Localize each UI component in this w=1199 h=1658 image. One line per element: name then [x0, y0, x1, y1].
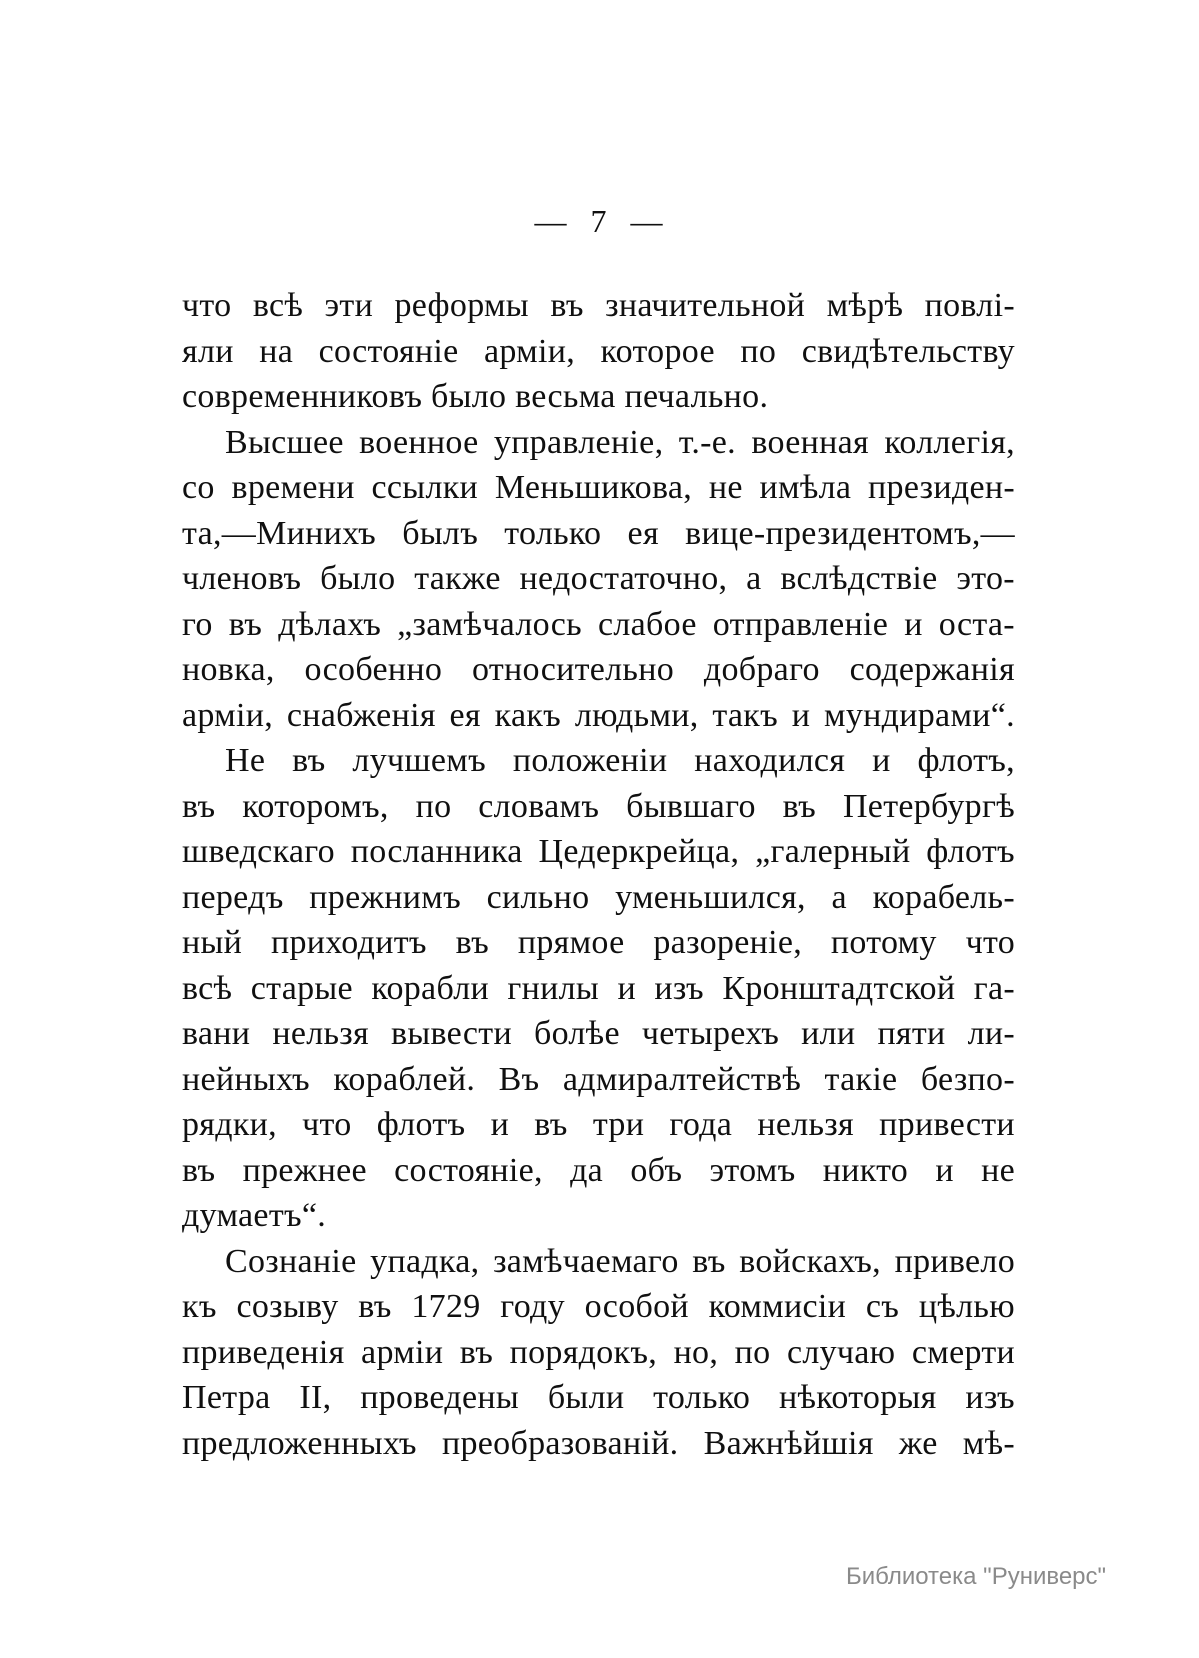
word: войскахъ, [739, 1242, 881, 1280]
word: въ [182, 1151, 216, 1189]
word: президен- [868, 469, 1015, 506]
word: та,—Минихъ [182, 514, 376, 552]
word: по [415, 787, 452, 825]
word: въ [459, 1333, 494, 1371]
word: это- [956, 560, 1015, 597]
text-line [182, 1421, 1015, 1467]
word: особой [584, 1288, 689, 1325]
word: приходитъ [271, 924, 427, 961]
word: новка, [182, 651, 275, 688]
word: нѣкоторыя [779, 1379, 937, 1416]
word: случаю [786, 1333, 896, 1371]
word: положеніи [512, 742, 668, 779]
word: военное [359, 423, 479, 461]
word: ея [627, 514, 659, 552]
paragraph [182, 1239, 1015, 1467]
word: изъ [965, 1379, 1015, 1416]
text-line [182, 966, 1015, 1012]
word: пяти [877, 1015, 946, 1052]
word: Цедеркрейца, [538, 833, 740, 870]
text-line [182, 420, 1015, 466]
text-line [182, 1148, 1015, 1194]
word: мѣ- [962, 1424, 1015, 1462]
word: особенно [304, 651, 443, 688]
word: созыву [236, 1288, 339, 1325]
word: арміи, [182, 696, 274, 734]
word: три [592, 1106, 645, 1143]
word: гнилы [507, 969, 600, 1007]
word: военная [751, 423, 869, 461]
word: га- [973, 969, 1015, 1007]
word: свидѣтельству [801, 332, 1015, 370]
word: 1729 [411, 1288, 481, 1325]
word: объ [630, 1151, 683, 1189]
word: а [746, 560, 762, 597]
word: четырехъ [641, 1015, 780, 1052]
word: которое [600, 332, 715, 370]
word: вице-президентомъ,— [685, 514, 1015, 552]
word: же [898, 1424, 938, 1462]
word: и [872, 742, 891, 779]
word: реформы [394, 287, 529, 324]
word: прежнее [242, 1151, 367, 1189]
word: яли [182, 332, 234, 370]
word: прямое [517, 924, 625, 961]
word: такіе [824, 1060, 898, 1098]
word: Не [225, 742, 266, 779]
text-line [182, 329, 1015, 375]
word: или [801, 1015, 856, 1052]
word: уменьшился, [615, 878, 806, 916]
text-line [182, 1330, 1015, 1376]
text-line [182, 875, 1015, 921]
word: что [302, 1106, 352, 1143]
word: этомъ [709, 1151, 796, 1189]
text-line [182, 283, 1015, 329]
word: было [320, 560, 396, 597]
word: коммисіи [708, 1288, 847, 1325]
word: содержанія [849, 651, 1015, 688]
word: Въ [498, 1060, 540, 1098]
word: болѣе [533, 1015, 620, 1052]
word: передъ [182, 878, 284, 916]
word: Важнѣйшія [703, 1424, 874, 1462]
word: „галерный [755, 833, 911, 870]
word: времени [231, 469, 355, 506]
page-number: — 7 — [534, 203, 663, 239]
word: всѣ [252, 287, 304, 324]
text-line [182, 556, 1015, 602]
word: корабель- [872, 878, 1015, 916]
word: вслѣдствіе [780, 560, 938, 597]
word: находился [694, 742, 846, 779]
word: со [182, 469, 215, 506]
word: а [831, 878, 847, 916]
word: ея [449, 696, 481, 734]
word: порядокъ, [509, 1333, 658, 1371]
word: добраго [703, 651, 820, 688]
word: повлі- [924, 287, 1015, 324]
word: никто [822, 1151, 909, 1189]
word: которомъ, [242, 787, 389, 825]
word: арміи [361, 1333, 444, 1371]
word: Кронштадтской [722, 969, 956, 1007]
text-line [182, 738, 1015, 784]
paragraph [182, 283, 1015, 420]
text-block [182, 283, 1015, 1466]
word: состояніе, [394, 1151, 543, 1189]
word: снабженія [286, 696, 436, 734]
word: флотъ [926, 833, 1015, 870]
word: Высшее [225, 423, 344, 461]
word: эти [324, 287, 374, 324]
word: бывшаго [626, 787, 756, 825]
word: людьми, [574, 696, 699, 734]
word: смерти [911, 1333, 1015, 1371]
word: въ [692, 1242, 726, 1280]
word: по [740, 332, 777, 370]
word: не [708, 469, 743, 506]
word: прежнимъ [309, 878, 461, 916]
word: какъ [494, 696, 562, 734]
word: не [981, 1151, 1015, 1189]
word: цѣлью [918, 1288, 1015, 1325]
word: ный [182, 924, 243, 961]
word: кораблей. [333, 1060, 476, 1098]
word: привело [894, 1242, 1015, 1280]
word: вывести [391, 1015, 512, 1052]
word: дѣлахъ [278, 605, 382, 643]
word: въ [782, 787, 817, 825]
word: году [500, 1288, 565, 1325]
word: привести [879, 1106, 1015, 1143]
text-line [182, 511, 1015, 557]
word: такъ [712, 696, 779, 734]
word: нельзя [272, 1015, 369, 1052]
word: II, [299, 1379, 332, 1416]
word: шведскаго [182, 833, 335, 870]
word: Сознаніе [225, 1242, 357, 1280]
word: въ [455, 924, 489, 961]
word: лучшемъ [352, 742, 486, 779]
word: замѣчаемаго [493, 1242, 679, 1280]
word: старые [250, 969, 353, 1007]
word: въ [182, 787, 216, 825]
word: къ [182, 1288, 217, 1325]
word: недостаточно, [519, 560, 728, 597]
word: сильно [486, 878, 590, 916]
text-line [182, 920, 1015, 966]
word: флотъ [376, 1106, 466, 1143]
word: по [734, 1333, 771, 1371]
word: т.-е. [678, 423, 736, 461]
word: арміи, [483, 332, 576, 370]
word: и [904, 605, 923, 643]
word: да [570, 1151, 604, 1189]
word: былъ [402, 514, 479, 552]
word: на [259, 332, 294, 370]
word: имѣла [759, 469, 852, 506]
word: отправленіе [712, 605, 889, 643]
word: съ [865, 1288, 900, 1325]
word: ссылки [371, 469, 479, 506]
text-line [182, 1375, 1015, 1421]
word: и [935, 1151, 954, 1189]
text-line [182, 1102, 1015, 1148]
word: членовъ [182, 560, 302, 597]
word: „замѣчалось [397, 605, 582, 643]
text-line [182, 1011, 1015, 1057]
word: относительно [472, 651, 675, 688]
word: упадка, [370, 1242, 480, 1280]
word: мѣрѣ [826, 287, 904, 324]
word: словамъ [478, 787, 600, 825]
text-line [182, 1284, 1015, 1330]
word: посланника [350, 833, 523, 870]
text-line: думаетъ“. [182, 1197, 327, 1234]
word: и [490, 1106, 510, 1143]
word: значительной [605, 287, 806, 324]
word: нельзя [757, 1106, 854, 1143]
word: и [617, 969, 636, 1007]
word: Меньшикова, [494, 469, 693, 506]
word: мундирами“. [824, 696, 1015, 734]
text-line [182, 1239, 1015, 1285]
word: въ [292, 742, 326, 779]
word: проведены [360, 1379, 520, 1416]
text-line [182, 465, 1015, 511]
word: потому [830, 924, 937, 961]
word: года [669, 1106, 733, 1143]
word: только [504, 514, 602, 552]
word: и [791, 696, 811, 734]
word: всѣ [182, 969, 233, 1007]
word: оста- [938, 605, 1015, 643]
word: но, [673, 1333, 719, 1371]
word: въ [534, 1106, 568, 1143]
word: приведенія [182, 1333, 345, 1371]
word: изъ [654, 969, 704, 1007]
word: ли- [967, 1015, 1015, 1052]
text-line [182, 693, 1015, 739]
text-line [182, 602, 1015, 648]
paragraph [182, 738, 1015, 1239]
word: въ [550, 287, 584, 324]
word: безпо- [920, 1060, 1015, 1098]
word: предложенныхъ [182, 1424, 417, 1462]
word: коллегія, [884, 423, 1015, 461]
word: также [414, 560, 501, 597]
text-line [182, 784, 1015, 830]
word: корабли [371, 969, 489, 1007]
word: слабое [597, 605, 697, 643]
word: флотъ, [917, 742, 1015, 779]
text-line: современниковъ было весьма печально. [182, 378, 769, 415]
word: преобразованій. [441, 1424, 679, 1462]
paragraph [182, 420, 1015, 739]
word: рядки, [182, 1106, 277, 1143]
word: были [547, 1379, 625, 1416]
word: разореніе, [653, 924, 803, 961]
text-line [182, 1057, 1015, 1103]
word: что [182, 287, 232, 324]
word: вани [182, 1015, 251, 1052]
word: только [653, 1379, 751, 1416]
word: въ [358, 1288, 392, 1325]
word: состояніе [318, 332, 459, 370]
word: Петра [182, 1379, 271, 1416]
word: адмиралтействѣ [562, 1060, 802, 1098]
word: нейныхъ [182, 1060, 310, 1098]
text-line [182, 647, 1015, 693]
word: что [965, 924, 1015, 961]
watermark: Библиотека "Руниверс" [846, 1563, 1107, 1590]
word: въ [228, 605, 263, 643]
word: управленіе, [493, 423, 664, 461]
text-line [182, 829, 1015, 875]
word: Петербургѣ [842, 787, 1015, 825]
word: го [182, 605, 213, 643]
